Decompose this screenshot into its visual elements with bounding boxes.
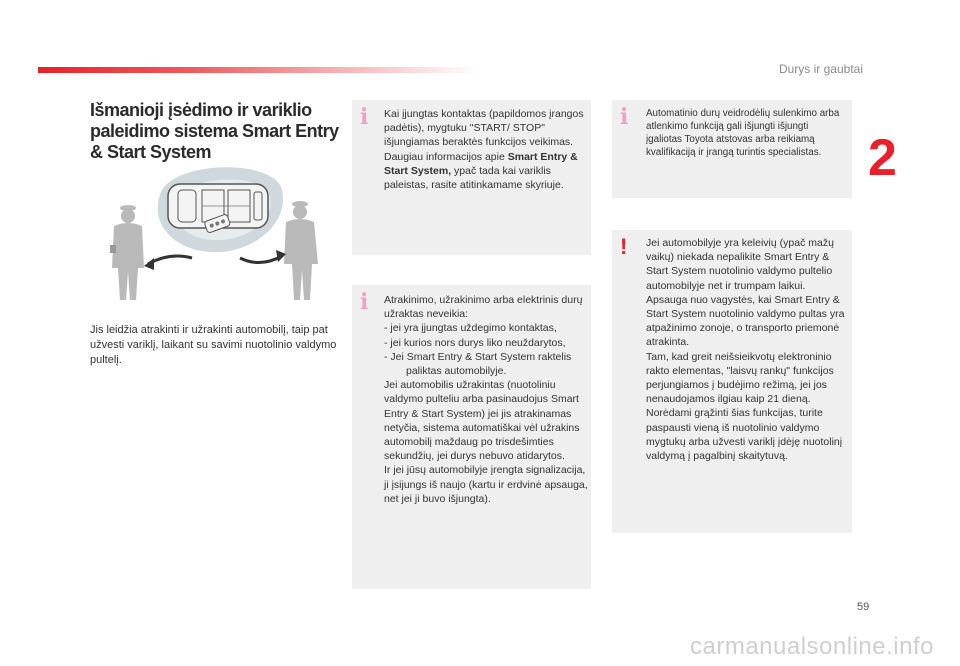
info-box-mirror-folding xyxy=(612,100,852,198)
more-info-pre: Daugiau informacijos apie xyxy=(384,150,508,163)
more-info-post: ypač tada kai variklis paleistas, rasite atitinkamame skyriuje. xyxy=(384,164,564,192)
list-item: - Jei Smart Entry & Start System raktelis paliktas automobilyje. xyxy=(384,350,572,378)
children-warning-paragraph: Jei automobilyje yra keleivių (ypač mažų vaikų) niekada nepalikite Smart Entry & Start System nuotolinio valdymo pultelio automobilyje net ir trumpam laikui. xyxy=(646,237,834,292)
info-icon: i xyxy=(360,104,369,130)
info-box-lock-conditions xyxy=(352,285,591,589)
anti-theft-paragraph: Apsauga nuo vagystės, kai Smart Entry & Start System nuotolinio valdymo pultas yra atpažinimo zonoje, o transporto priemonė atrakinta. xyxy=(646,293,845,349)
arrow-right xyxy=(240,256,282,263)
person-left-figure xyxy=(110,205,144,300)
lock-conditions-intro: Atrakinimo, užrakinimo arba elektrinis durų užraktas neveikia: xyxy=(384,294,583,321)
more-info-paragraph xyxy=(384,150,584,193)
warning-box-text xyxy=(646,236,851,463)
more-info-bold: Smart Entry & Start System, xyxy=(384,150,578,177)
warning-icon: ! xyxy=(620,234,628,259)
person-right-figure xyxy=(284,201,318,300)
page-heading: Išmanioji įsėdimo ir variklio paleidimo sistema Smart Entry & Start System xyxy=(90,100,339,162)
info-box-start-stop xyxy=(352,100,591,255)
auto-relock-paragraph: Jei automobilis užrakintas (nuotoliniu valdymo pulteliu arba pasinaudojus Smart Entry & Start System) jei jis atrakinamas netyčia, sistema automatiškai vėl užrakins automobilį maždaug po trisdešimties sekundžių, jei durys nebuvo atidarytos. xyxy=(384,379,580,463)
warning-box-children xyxy=(612,230,852,533)
list-item: - jei yra įjungtas uždegimo kontaktas, xyxy=(384,322,557,335)
alarm-paragraph: Ir jei jūsų automobilyje įrengta signalizacija, ji įsijungs iš naujo (kartu ir erdvinė apsauga, net jei ji buvo išjungta). xyxy=(384,464,588,505)
section-title: Durys ir gaubtai xyxy=(778,62,863,76)
arrow-left xyxy=(148,256,192,264)
restore-paragraph: Norėdami grąžinti šias funkcijas, turite paspausti vieną iš nuotolinio valdymo mygtukų arba užvesti variklį įdėję nuotolinį valdymą į pagalbinį skaitytuvą. xyxy=(646,407,843,463)
watermark: carmanualsonline.info xyxy=(690,633,934,660)
list-item: - jei kurios nors durys liko neuždarytos, xyxy=(384,336,566,349)
intro-paragraph: Jis leidžia atrakinti ir užrakinti automobilį, taip pat užvesti variklį, laikant su savimi nuotolinio valdymo pultelį. xyxy=(90,324,337,366)
info-icon: i xyxy=(620,104,629,130)
info-box-lock-conditions-text xyxy=(384,293,589,506)
standby-paragraph: Tam, kad greit neišsieikvotų elektroninio rakto elementas, "laisvų rankų" funkcijos perjungiamos į budėjimo režimą, jei jos nenaudojamos ilgiau kaip 21 dieną. xyxy=(646,350,834,406)
chapter-number: 2 xyxy=(868,129,897,187)
header-accent-bar xyxy=(38,67,478,73)
smart-entry-illustration-svg xyxy=(100,160,340,310)
smart-entry-illustration xyxy=(100,160,340,310)
info-icon: i xyxy=(360,289,369,315)
info-box-start-stop-text xyxy=(384,107,584,192)
start-stop-paragraph: Kai įjungtas kontaktas (papildomos įrangos padėtis), mygtuku "START/ STOP" išjungiamas beraktės funkcijos veikimas. xyxy=(384,108,584,149)
page-number: 59 xyxy=(857,601,870,613)
mirror-folding-text: Automatinio durų veidrodėlių sulenkimo arba atlenkimo funkciją gali išjungti išjungti įgaliotas Toyota atstovas arba reikiamą kvalifikaciją ir įrangą turintis specialistas. xyxy=(646,108,840,158)
